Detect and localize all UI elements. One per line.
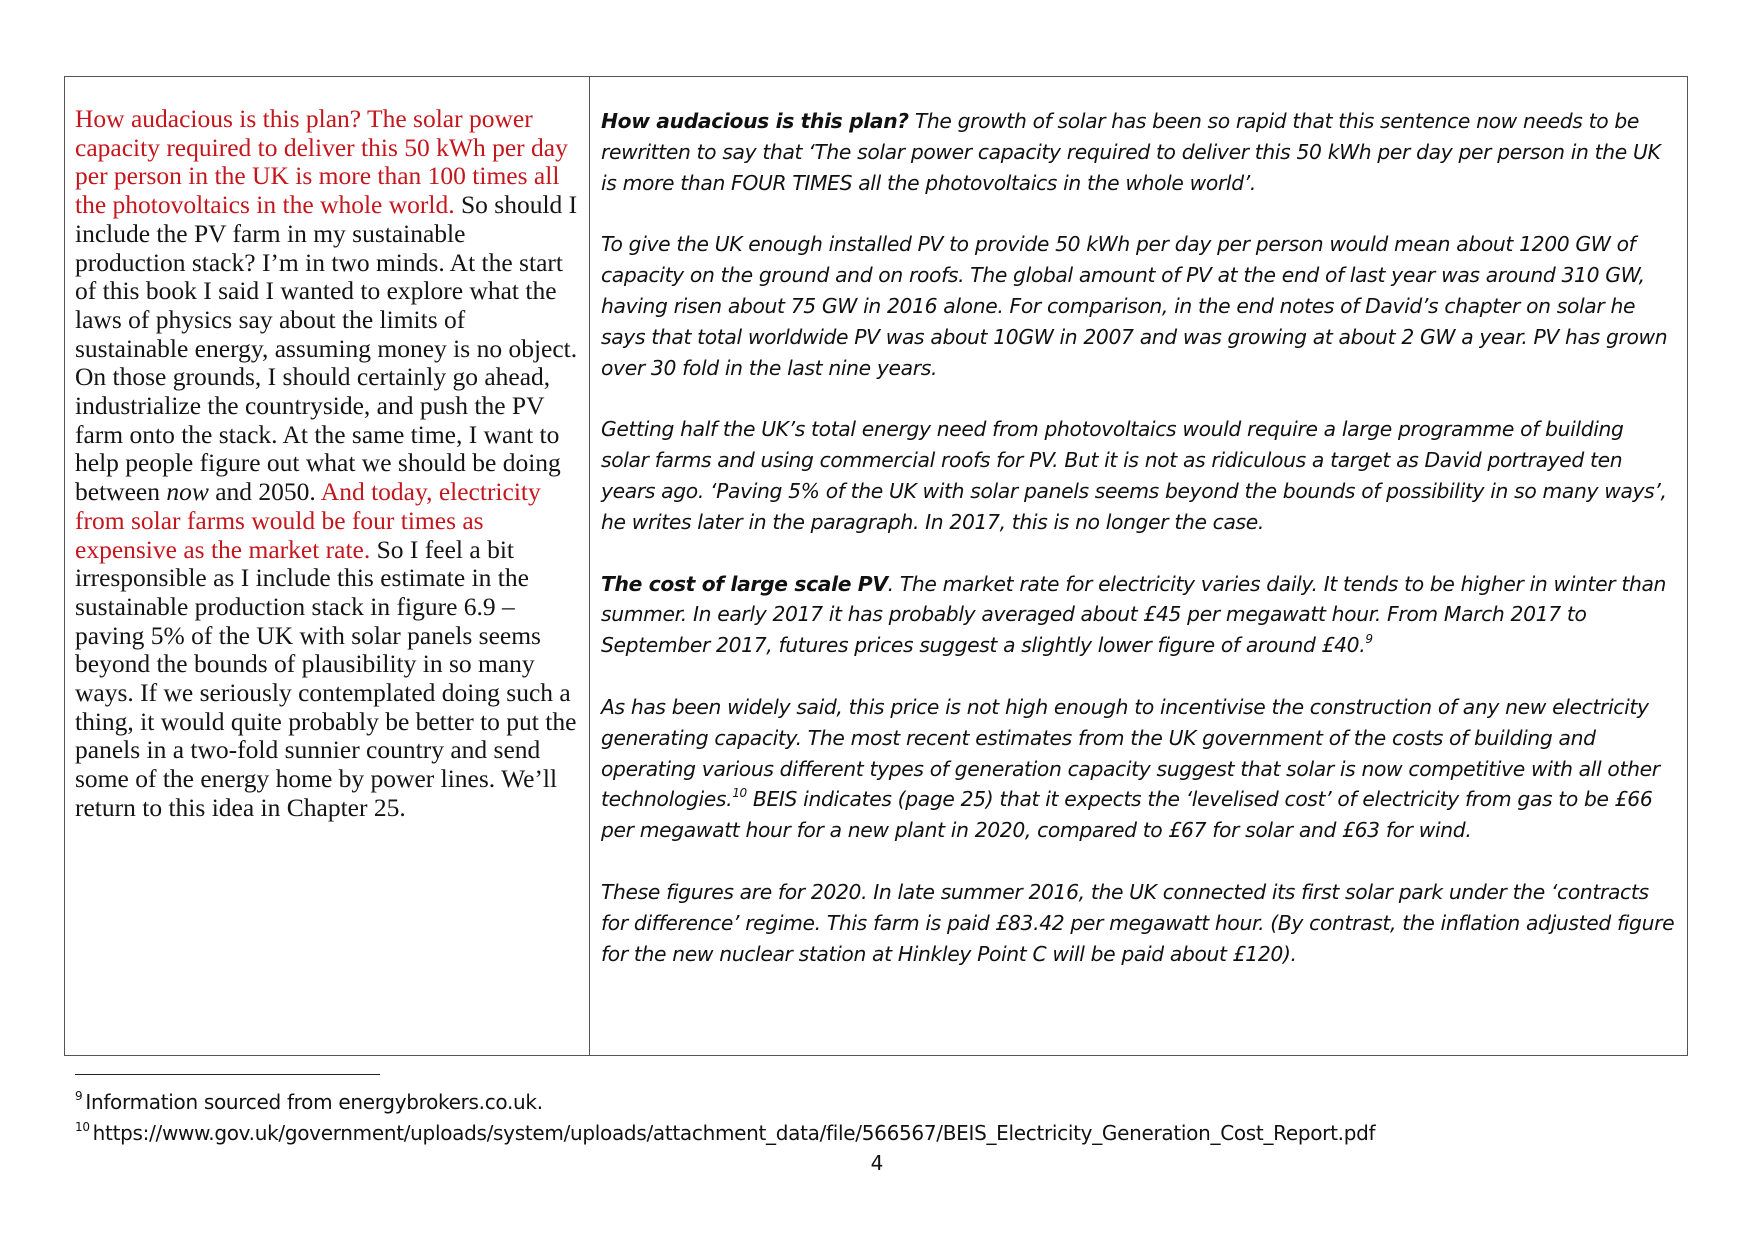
commentary-column	[590, 77, 1687, 1055]
commentary-paragraph	[601, 229, 1677, 383]
paragraph-text: BEIS indicates (page 25) that it expects the ‘levelised cost’ of electricity from gas to be £66 per megawatt hour for a new plant in 2020, compared to £67 for solar and £63 for wind.	[601, 787, 1653, 843]
paragraph-text: As has been widely said, this price is not high enough to incentivise the construction of any new electricity generating capacity. The most recent estimates from the UK government of the costs of building and operating various different types of generation capacity suggest that solar is now competitive with all other technologies.	[601, 694, 1660, 812]
original-text-column	[65, 77, 590, 1055]
paragraph-text: The growth of solar has been so rapid that this sentence now needs to be rewritten to say that ‘The solar power capacity required to deliver this 50 kWh per day per person in the UK is more than FOUR TIMES all the photovoltaics in the whole world’.	[601, 109, 1661, 195]
footnote-text: Information sourced from energybrokers.co.uk.	[85, 1090, 543, 1114]
footnote-link[interactable]: https://www.gov.uk/government/uploads/system/uploads/attachment_data/file/566567/BEIS_Electricity_Generation_Cost_Report.pdf	[92, 1121, 1376, 1145]
body-text: and 2050.	[208, 477, 321, 507]
footnotes	[75, 1087, 1715, 1149]
paragraph-text: Getting half the UK’s total energy need from photovoltaics would require a large programme of building solar farms and using commercial roofs for PV. But it is not as ridiculous a target as David portrayed ten years ago. ‘Paving 5% of the UK with solar panels seems beyond the bounds of possibility in so many ways’, he writes later in the paragraph. In 2017, this is no longer the case.	[601, 417, 1667, 534]
body-text: So should I include the PV farm in my sustainable production stack? I’m in two minds. At the start of this book I said I wanted to explore what the laws of physics say about the limits of sustainable energy, assuming money is no object. On those grounds, I should certainly go ahead, industrialize the countryside, and push the PV farm onto the stack. At the same time, I want to help people figure out what we should be doing between	[75, 190, 578, 507]
paragraph-heading: How audacious is this plan?	[601, 109, 909, 133]
highlighted-text: How audacious is this plan? The solar power capacity required to deliver this 50 kWh per day per person in the UK is more than 100 times all the photovoltaics in the whole world.	[75, 104, 568, 220]
footnote-ref[interactable]: 9	[1365, 632, 1373, 647]
comparison-table	[64, 76, 1688, 1056]
footnote	[75, 1087, 1715, 1118]
paragraph-heading: The cost of large scale PV	[601, 571, 888, 596]
page-number: 4	[870, 1151, 884, 1175]
emphasis-text: now	[166, 477, 209, 507]
body-text: So I feel a bit irresponsible as I include this estimate in the sustainable production stack in figure 6.9 – paving 5% of the UK with solar panels seems beyond the bounds of plausibility in so many ways. If we seriously contemplated doing such a thing, it would quite probably be better to put the panels in a two-fold sunnier country and send some of the energy home by power lines. We’ll return to this idea in Chapter 25.	[75, 534, 577, 822]
commentary-paragraph	[601, 569, 1677, 661]
footnote-number: 10	[75, 1120, 90, 1134]
paragraph-text: These figures are for 2020. In late summer 2016, the UK connected its first solar park under the ‘contracts for difference’ regime. This farm is paid £83.42 per megawatt hour. (By contrast, the inflation adjusted figure for the new nuclear station at Hinkley Point C will be paid about £120).	[601, 879, 1675, 966]
paragraph-text: . The market rate for electricity varies daily. It tends to be higher in winter than summer. In early 2017 it has probably averaged about £45 per megawatt hour. From March 2017 to September 2017, futures prices suggest a slightly lower figure of around £40.	[601, 571, 1667, 658]
footnote-ref[interactable]: 10	[732, 786, 747, 801]
paragraph-text: To give the UK enough installed PV to provide 50 kWh per day per person would mean about 1200 GW of capacity on the ground and on roofs. The global amount of PV at the end of last year was around 310 GW, having risen about 75 GW in 2016 alone. For comparison, in the end notes of David’s chapter on solar he says that total worldwide PV was about 10GW in 2007 and was growing at about 2 GW a year. PV has grown over 30 fold in the last nine years.	[601, 232, 1668, 380]
commentary-paragraph	[601, 414, 1677, 537]
highlighted-text: And today, electricity from solar farms would be four times as expensive as the market rate.	[75, 477, 541, 564]
commentary-paragraph	[601, 692, 1677, 846]
commentary-paragraph	[601, 106, 1677, 198]
footnote-separator	[75, 1074, 380, 1075]
footnote-number: 9	[75, 1089, 83, 1103]
commentary-paragraph	[601, 877, 1677, 969]
footnote	[75, 1118, 1715, 1149]
